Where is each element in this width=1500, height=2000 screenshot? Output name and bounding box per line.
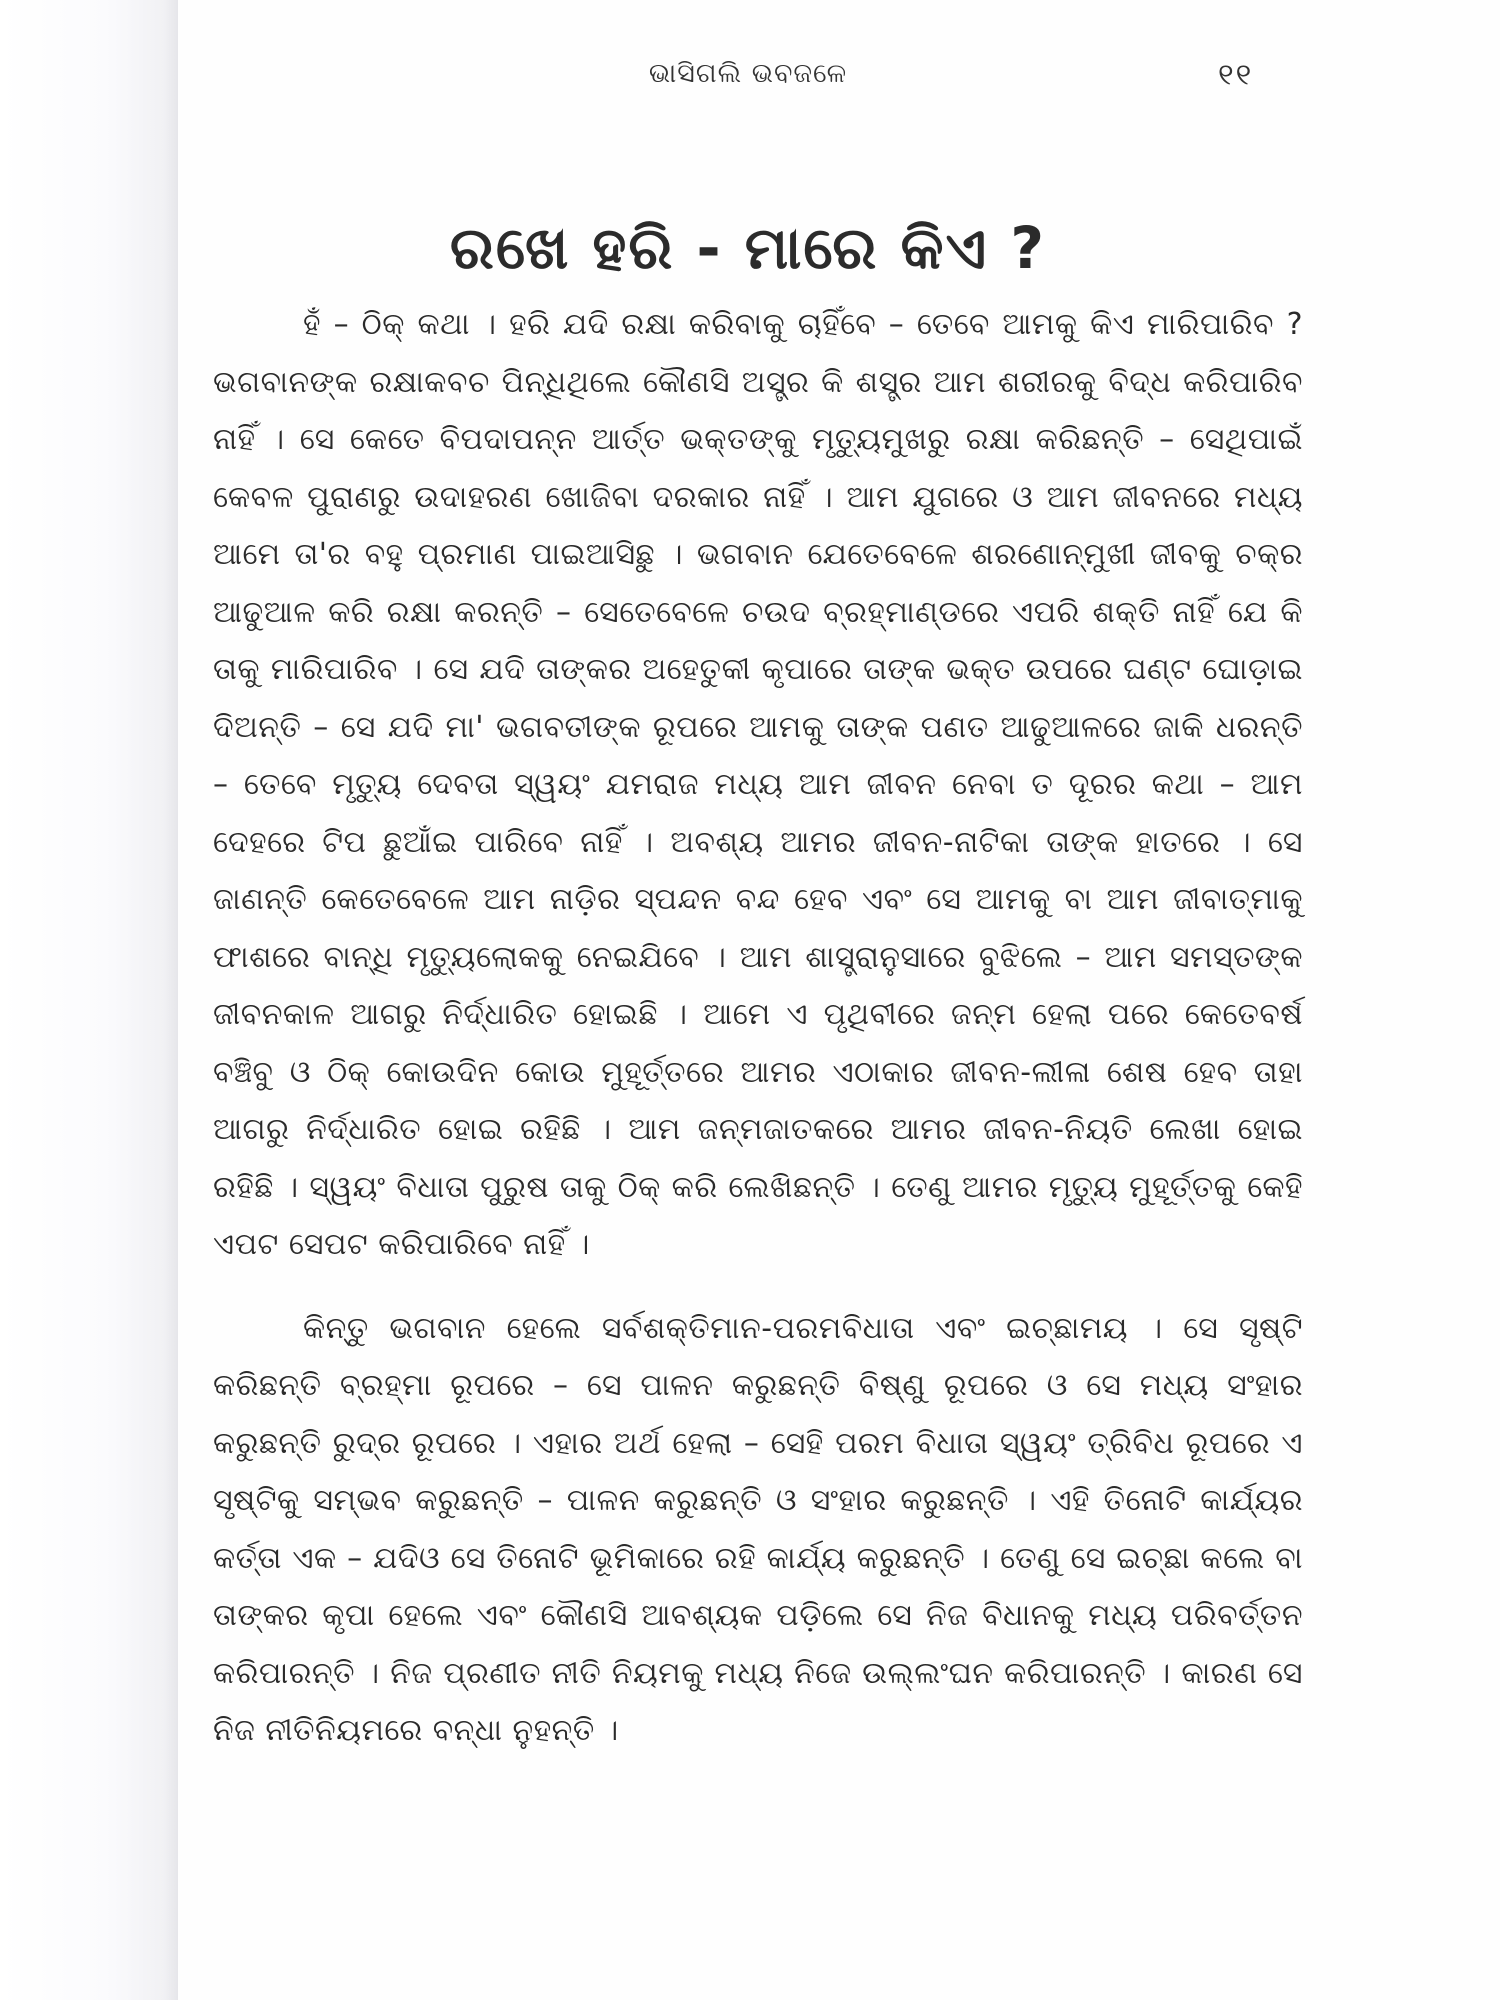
page-number: ୧୧ bbox=[1218, 58, 1254, 93]
paragraph-2: କିନ୍ତୁ ଭଗବାନ ହେଲେ ସର୍ବଶକ୍ତିମାନ-ପରମବିଧାତା ଏବଂ ଇଚ୍ଛାମୟ । ସେ ସୃଷ୍ଟି କରିଛନ୍ତି ବ୍ରହ୍ମା ରୂପରେ – ସେ ପାଳନ କରୁଛନ୍ତି ବିଷ୍ଣୁ ରୂପରେ ଓ ସେ ମଧ୍ୟ ସଂହାର କରୁଛନ୍ତି ରୁଦ୍ର ରୂପରେ । ଏହାର ଅର୍ଥ ହେଲା – ସେହି ପରମ ବିଧାତା ସ୍ୱୟଂ ତ୍ରିବିଧ ରୂପରେ ଏ ସୃଷ୍ଟିକୁ ସମ୍ଭବ କରୁଛନ୍ତି – ପାଳନ କରୁଛନ୍ତି ଓ ସଂହାର କରୁଛନ୍ତି । ଏହି ତିନୋଟି କାର୍ଯ୍ୟର କର୍ତ୍ତା ଏକ – ଯଦିଓ ସେ ତିନୋଟି ଭୂମିକାରେ ରହି କାର୍ଯ୍ୟ କରୁଛନ୍ତି । ତେଣୁ ସେ ଇଚ୍ଛା କଲେ ବା ତାଙ୍କର କୃପା ହେଲେ ଏବଂ କୌଣସି ଆବଶ୍ୟକ ପଡ଼ିଲେ ସେ ନିଜ ବିଧାନକୁ ମଧ୍ୟ ପରିବର୍ତ୍ତନ କରିପାରନ୍ତି । ନିଜ ପ୍ରଣୀତ ନୀତି ନିୟମକୁ ମଧ୍ୟ ନିଜେ ଉଲ୍ଲଂଘନ କରିପାରନ୍ତି । କାରଣ ସେ ନିଜ ନୀତିନିୟମରେ ବନ୍ଧା ନୁହନ୍ତି । bbox=[213, 1310, 1303, 1748]
running-title: ଭାସିଗଲି ଭବଜଳେ bbox=[648, 58, 848, 89]
paragraph-1: ହଁ – ଠିକ୍ କଥା । ହରି ଯଦି ରକ୍ଷା କରିବାକୁ ଚାହିଁବେ – ତେବେ ଆମକୁ କିଏ ମାରିପାରିବ ? ଭଗବାନଙ୍କ ରକ୍ଷାକବଚ ପିନ୍ଧିଥିଲେ କୌଣସି ଅସ୍ତ୍ର କି ଶସ୍ତ୍ର ଆମ ଶରୀରକୁ ବିଦ୍ଧ କରିପାରିବ ନାହିଁ । ସେ କେତେ ବିପଦାପନ୍ନ ଆର୍ତ୍ତ ଭକ୍ତଙ୍କୁ ମୃତ୍ୟୁମୁଖରୁ ରକ୍ଷା କରିଛନ୍ତି – ସେଥିପାଇଁ କେବଳ ପୁରାଣରୁ ଉଦାହରଣ ଖୋଜିବା ଦରକାର ନାହିଁ । ଆମ ଯୁଗରେ ଓ ଆମ ଜୀବନରେ ମଧ୍ୟ ଆମେ ତା'ର ବହୁ ପ୍ରମାଣ ପାଇଆସିଛୁ । ଭଗବାନ ଯେତେବେଳେ ଶରଣୋନ୍ମୁଖୀ ଜୀବକୁ ଚକ୍ର ଆଢୁଆଳ କରି ରକ୍ଷା କରନ୍ତି – ସେତେବେଳେ ଚଉଦ ବ୍ରହ୍ମାଣ୍ଡରେ ଏପରି ଶକ୍ତି ନାହିଁ ଯେ କି ତାକୁ ମାରିପାରିବ । ସେ ଯଦି ତାଙ୍କର ଅହେତୁକୀ କୃପାରେ ତାଙ୍କ ଭକ୍ତ ଉପରେ ଘଣ୍ଟ ଘୋଡ଼ାଇ ଦିଅନ୍ତି – ସେ ଯଦି ମା' ଭଗବତୀଙ୍କ ରୂପରେ ଆମକୁ ତାଙ୍କ ପଣତ ଆଢୁଆଳରେ ଜାକି ଧରନ୍ତି – ତେବେ ମୃତ୍ୟୁ ଦେବତା ସ୍ୱୟଂ ଯମରାଜ ମଧ୍ୟ ଆମ ଜୀବନ ନେବା ତ ଦୂରର କଥା – ଆମ ଦେହରେ ଟିପ ଛୁଆଁଇ ପାରିବେ ନାହିଁ । ଅବଶ୍ୟ ଆମର ଜୀବନ-ନାଟିକା ତାଙ୍କ ହାତରେ । ସେ ଜାଣନ୍ତି କେତେବେଳେ ଆମ ନାଡ଼ିର ସ୍ପନ୍ଦନ ବନ୍ଦ ହେବ ଏବଂ ସେ ଆମକୁ ବା ଆମ ଜୀବାତ୍ମାକୁ ଫାଶରେ ବାନ୍ଧି ମୃତ୍ୟୁଲୋକକୁ ନେଇଯିବେ । ଆମ ଶାସ୍ତ୍ରାନୁସାରେ ବୁଝିଲେ – ଆମ ସମସ୍ତଙ୍କ ଜୀବନକାଳ ଆଗରୁ ନିର୍ଦ୍ଧାରିତ ହୋଇଛି । ଆମେ ଏ ପୃଥିବୀରେ ଜନ୍ମ ହେଲା ପରେ କେତେବର୍ଷ ବଞ୍ଚିବୁ ଓ ଠିକ୍ କୋଉଦିନ କୋଉ ମୁହୂର୍ତ୍ତରେ ଆମର ଏଠାକାର ଜୀବନ-ଲୀଳା ଶେଷ ହେବ ତାହା ଆଗରୁ ନିର୍ଦ୍ଧାରିତ ହୋଇ ରହିଛି । ଆମ ଜନ୍ମଜାତକରେ ଆମର ଜୀବନ-ନିୟତି ଲେଖା ହୋଇ ରହିଛି । ସ୍ୱୟଂ ବିଧାତା ପୁରୁଷ ତାକୁ ଠିକ୍ କରି ଲେଖିଛନ୍ତି । ତେଣୁ ଆମର ମୃତ୍ୟୁ ମୁହୂର୍ତ୍ତକୁ କେହି ଏପଟ ସେପଟ କରିପାରିବେ ନାହିଁ । bbox=[213, 307, 1303, 1262]
running-header bbox=[178, 58, 1488, 98]
body-text bbox=[213, 296, 1303, 1760]
chapter-title: ରଖେ ହରି - ମାରେ କିଏ ? bbox=[449, 213, 1047, 282]
page-gutter bbox=[0, 0, 178, 2000]
book-page bbox=[178, 0, 1500, 2000]
